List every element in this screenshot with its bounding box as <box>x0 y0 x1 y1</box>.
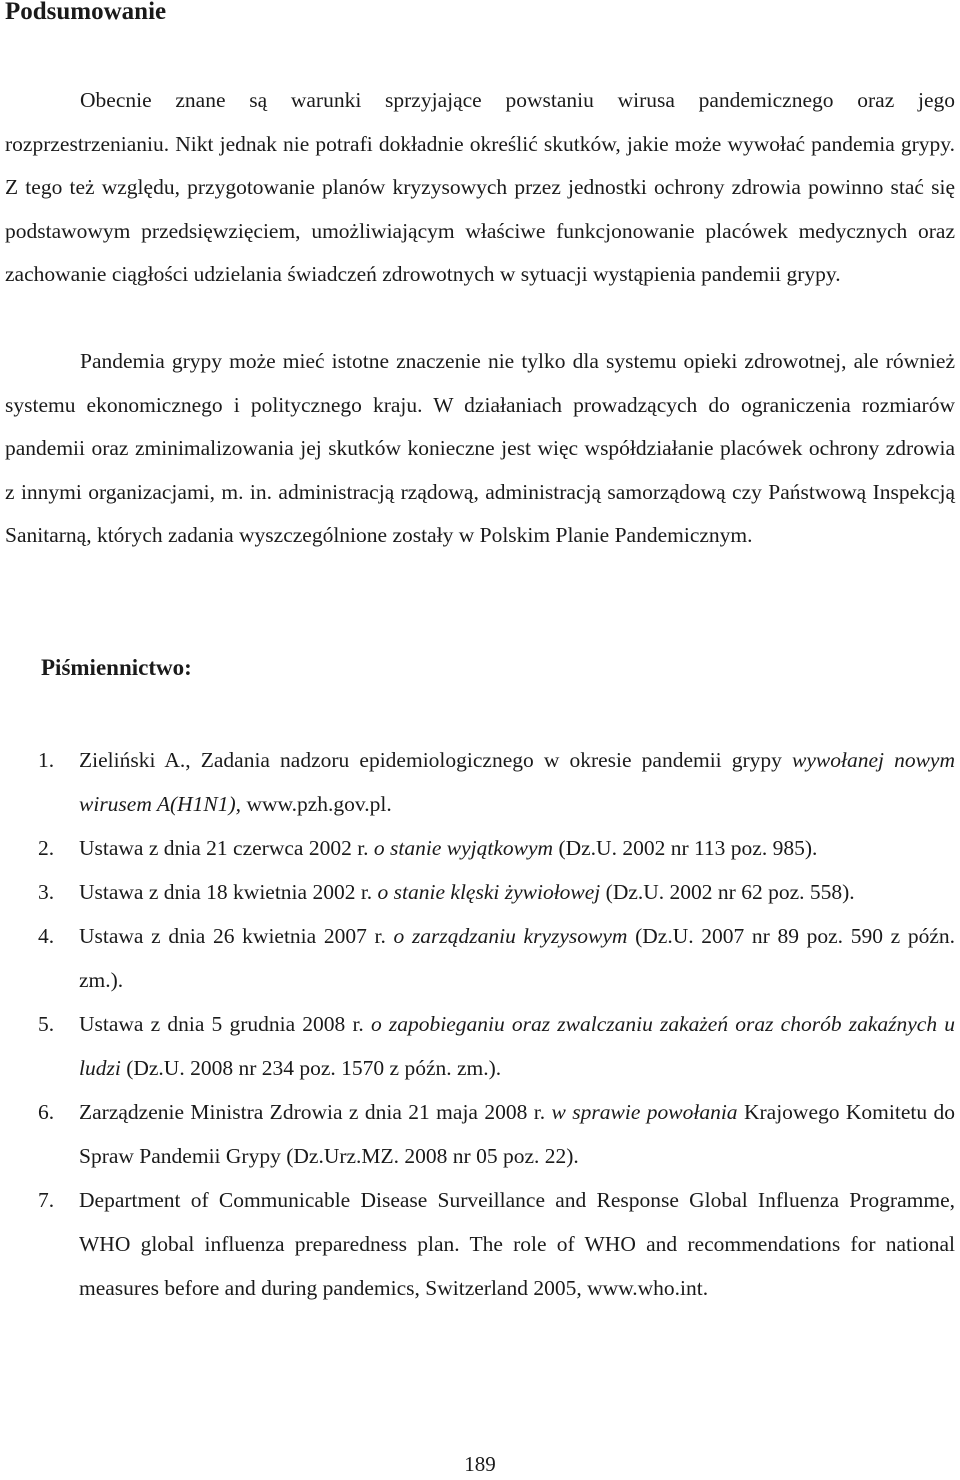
reference-source: Krajowego Komitetu do Spraw Pandemii Grypy (Dz.Urz.MZ. 2008 nr 05 poz. 22). <box>79 1100 956 1168</box>
reference-number: 4. <box>38 924 55 948</box>
reference-title: wywołanej nowym wirusem A(H1N1), <box>79 748 955 816</box>
reference-text: Ustawa z dnia 26 kwietnia 2007 r. <box>79 924 394 948</box>
reference-text: Zarządzenie Ministra Zdrowia z dnia 21 maja 2008 r. <box>79 1100 552 1124</box>
reference-item <box>0 1090 955 1178</box>
reference-number: 2. <box>38 836 55 860</box>
references-heading: Piśmiennictwo: <box>41 655 192 680</box>
reference-source: (Dz.U. 2008 nr 234 poz. 1570 z późn. zm.). <box>120 1056 502 1080</box>
reference-text: Ustawa z dnia 5 grudnia 2008 r. <box>79 1012 371 1036</box>
reference-item <box>0 870 955 914</box>
reference-number: 7. <box>38 1188 55 1212</box>
reference-item <box>0 738 955 826</box>
reference-title: o stanie klęski żywiołowej <box>377 880 601 904</box>
reference-number: 5. <box>38 1012 55 1036</box>
reference-title: o zapobieganiu oraz zwalczaniu zakażeń oraz chorób zakaźnych u ludzi <box>79 1012 956 1080</box>
section-heading: Podsumowanie <box>5 0 167 25</box>
reference-item <box>0 1002 955 1090</box>
reference-number: 3. <box>38 880 55 904</box>
reference-item <box>0 914 955 1002</box>
reference-number: 6. <box>38 1100 55 1124</box>
reference-source: (Dz.U. 2007 nr 89 poz. 590 z późn. zm.). <box>79 924 955 992</box>
reference-item <box>0 826 955 870</box>
references-list <box>0 738 955 1310</box>
reference-text: Zieliński A., Zadania nadzoru epidemiologicznego w okresie pandemii grypy <box>79 748 793 772</box>
reference-text: Ustawa z dnia 21 czerwca 2002 r. <box>79 836 374 860</box>
page-number: 189 <box>464 1452 496 1476</box>
reference-item <box>0 1178 955 1310</box>
reference-text: Department of Communicable Disease Surveillance and Response Global Influenza Programme, WHO global influenza preparedness plan. The role of WHO and recommendations for national measures before and during pandemics, Switzerland 2005, www.who.int. <box>79 1188 955 1300</box>
reference-title: o stanie wyjątkowym <box>373 836 554 860</box>
reference-source: www.pzh.gov.pl. <box>241 792 392 816</box>
reference-source: (Dz.U. 2002 nr 113 poz. 985). <box>553 836 818 860</box>
reference-source: (Dz.U. 2002 nr 62 poz. 558). <box>600 880 855 904</box>
reference-title: o zarządzaniu kryzysowym <box>393 924 628 948</box>
reference-title: w sprawie powołania <box>551 1100 738 1124</box>
reference-text: Ustawa z dnia 18 kwietnia 2002 r. <box>79 880 378 904</box>
reference-number: 1. <box>38 748 55 772</box>
summary-paragraph-1: Obecnie znane są warunki sprzyjające powstaniu wirusa pandemicznego oraz jego rozprzestrzenianiu. Nikt jednak nie potrafi dokładnie określić skutków, jakie może wywołać pandemia grypy. Z tego też względu, przygotowanie planów kryzysowych przez jednostki ochrony zdrowia powinno stać się podstawowym przedsięwzięciem, umożliwiającym właściwe funkcjonowanie placówek medycznych oraz zachowanie ciągłości udzielania świadczeń zdrowotnych w sytuacji wystąpienia pandemii grypy. <box>5 88 955 286</box>
summary-paragraph-2: Pandemia grypy może mieć istotne znaczenie nie tylko dla systemu opieki zdrowotnej, ale również systemu ekonomicznego i politycznego kraju. W działaniach prowadzących do ograniczenia rozmiarów pandemii oraz zminimalizowania jej skutków konieczne jest więc współdziałanie placówek ochrony zdrowia z innymi organizacjami, m. in. administracją rządową, administracją samorządową czy Państwową Inspekcją Sanitarną, których zadania wyszczególnione zostały w Polskim Planie Pandemicznym. <box>5 349 955 547</box>
